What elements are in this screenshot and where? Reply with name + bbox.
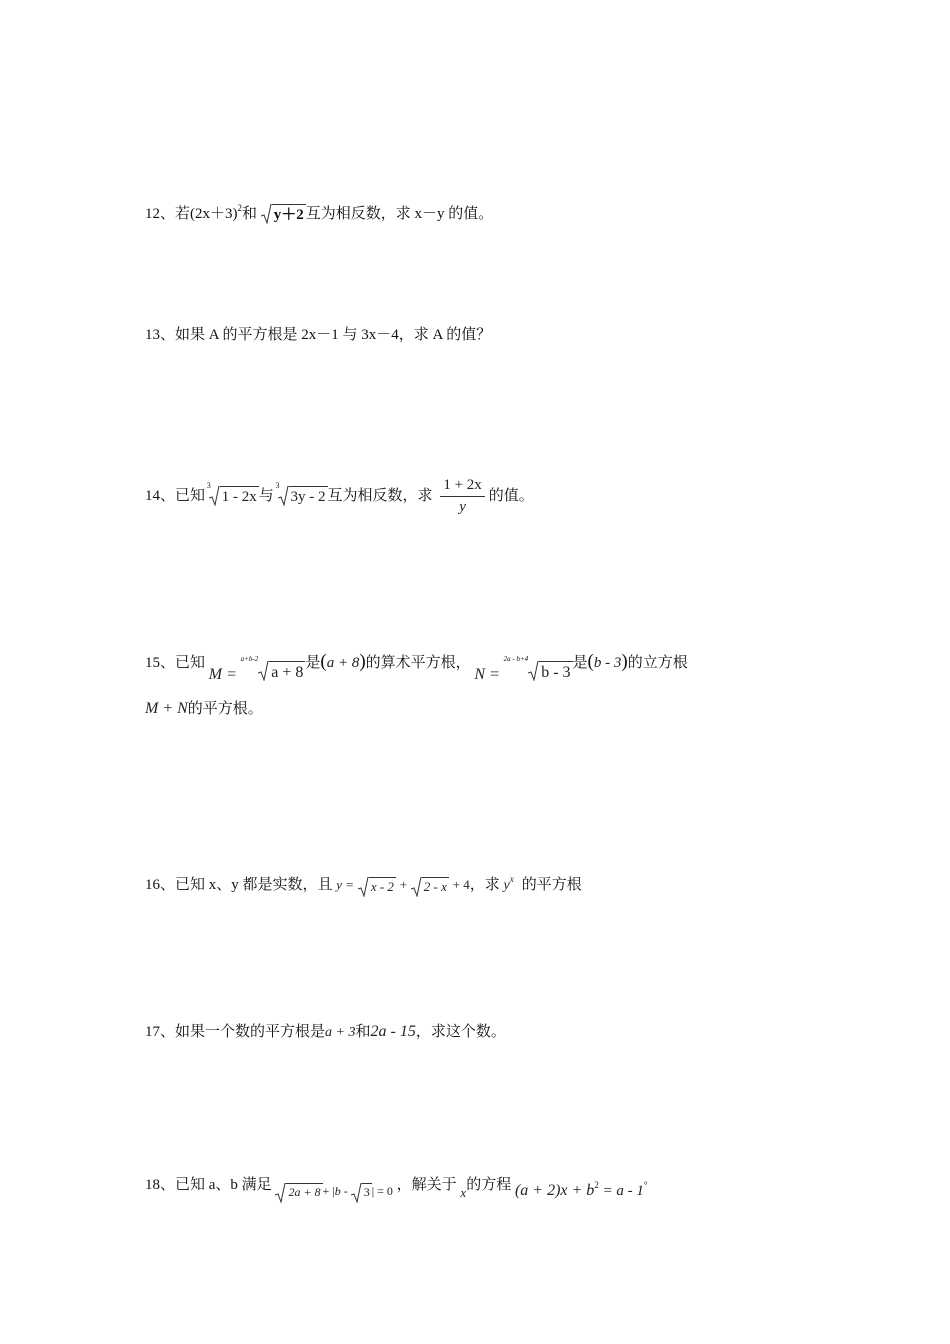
problem-text: 的算术平方根， (365, 655, 471, 671)
exponent: 2 (594, 1180, 599, 1190)
problem-14 (145, 478, 534, 515)
problem-text: 已知 (175, 655, 206, 671)
problem-text: 和 (355, 1024, 371, 1040)
problem-text: 如果一个数的平方根是 (175, 1024, 326, 1040)
problem-number: 13、 (145, 327, 176, 343)
problem-number: 14、 (145, 487, 176, 504)
radicand: 2 - x (423, 878, 447, 894)
root-index: a+b-2 (240, 655, 259, 663)
square-root (275, 1183, 322, 1200)
problem-15-line-2 (145, 701, 263, 717)
numerator: 1 + 2x (440, 478, 484, 497)
root-index: 2a - b+4 (503, 655, 529, 663)
radical-sign-icon (351, 1183, 362, 1203)
problem-text: 已知 a、b 满足 (175, 1177, 272, 1193)
radical-sign-icon (258, 661, 269, 681)
radicand: b - 3 (539, 661, 572, 682)
problem-text: 已知 (175, 487, 206, 504)
math-expression: a + 3 (325, 1025, 356, 1040)
problem-number: 16、 (145, 877, 176, 893)
paren: ) (359, 651, 366, 672)
radicand: x - 2 (370, 878, 394, 894)
square-root (261, 204, 306, 224)
problem-text: 的平方根。 (187, 701, 263, 717)
problem-text: ，求 (469, 877, 500, 893)
problem-text: 互为相反数，求 (327, 487, 433, 504)
condition-expression (275, 1183, 396, 1199)
square-root (411, 877, 449, 895)
exponent: 2 (237, 203, 243, 213)
equation (514, 1180, 648, 1199)
problem-text: 如果 A 的平方根是 2x－1 与 3x－4，求 A 的值？ (175, 327, 492, 343)
radical-sign-icon (358, 877, 369, 897)
radical-sign-icon (275, 1183, 286, 1203)
abs-open: + | (322, 1184, 335, 1198)
problem-text: 的值。 (488, 487, 534, 504)
radicand: 1 - 2x (220, 486, 259, 506)
problem-number: 12、 (145, 206, 176, 222)
abs-content: b - (334, 1184, 351, 1198)
problem-17 (145, 1024, 506, 1040)
paren: ) (621, 651, 628, 672)
problem-text: 的立方根 (627, 655, 688, 671)
square-root (351, 1183, 372, 1200)
m-lhs: M = (208, 666, 237, 683)
root-index: 3 (275, 481, 280, 491)
equation-tail: + 4 (452, 877, 470, 892)
problem-number: 17、 (145, 1024, 176, 1040)
radical-sign-icon (261, 204, 272, 224)
square-root (358, 877, 396, 895)
cube-root (206, 481, 259, 506)
cube-root (275, 481, 328, 506)
problem-text: 互为相反数，求 x－y 的值。 (305, 206, 494, 222)
problem-text: 若(2x＋3) (175, 206, 238, 222)
problem-text: 是 (305, 655, 321, 671)
power-base: y (503, 878, 510, 893)
nth-root (258, 661, 305, 682)
paren-content: b - 3 (593, 655, 622, 671)
problem-12 (145, 204, 493, 225)
problem-text: 已知 x、y 都是实数，且 (175, 877, 333, 893)
radical-sign-icon (278, 486, 289, 506)
problem-13 (145, 328, 491, 343)
problem-text: 和 (242, 206, 258, 222)
problem-number: 18、 (145, 1177, 176, 1193)
problem-number: 15、 (145, 655, 176, 671)
plus-sign: + (399, 877, 408, 892)
problem-18 (145, 1175, 648, 1200)
paren: ( (320, 651, 327, 672)
radical-sign-icon (209, 486, 220, 506)
root-index: 3 (206, 481, 211, 491)
radicand: 2a + 8 (288, 1185, 321, 1200)
terminator: ° (643, 1180, 648, 1190)
radical-sign-icon (411, 877, 422, 897)
problem-15 (145, 651, 688, 683)
radicand: y＋2 (272, 204, 306, 224)
problem-text: ，求这个数。 (415, 1024, 506, 1040)
problem-text: 与 (258, 487, 274, 504)
math-expression: M + N (145, 700, 188, 717)
denominator: y (459, 499, 466, 515)
radicand: 3y - 2 (289, 486, 328, 506)
paren: ( (587, 651, 594, 672)
abs-close: | = 0 (371, 1184, 393, 1198)
equation-lhs: y = (336, 877, 355, 892)
paren-content: a + 8 (326, 655, 360, 671)
radicand: a + 8 (269, 661, 305, 682)
n-lhs: N = (474, 666, 500, 683)
problem-text: 的方程 (466, 1177, 512, 1193)
equation-tail: = a - 1 (598, 1183, 644, 1199)
nth-root (528, 661, 572, 682)
equation-body: (a + 2)x + b (514, 1182, 595, 1199)
problem-text: 的平方根 (521, 877, 582, 893)
problem-text: 是 (572, 655, 588, 671)
fraction (440, 478, 484, 515)
radicand: 3 (363, 1185, 370, 1200)
problem-16 (145, 875, 582, 895)
math-expression: 2a - 15 (370, 1023, 416, 1040)
problem-text: ，解关于 (396, 1177, 457, 1193)
exponent: x (509, 874, 514, 884)
radical-sign-icon (528, 661, 539, 681)
variable: x (460, 1185, 467, 1200)
